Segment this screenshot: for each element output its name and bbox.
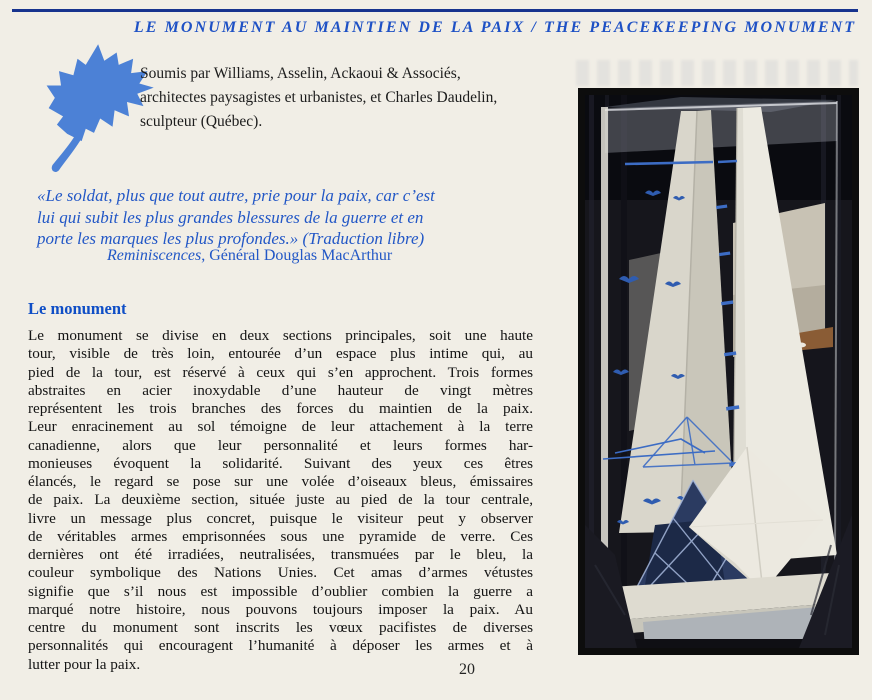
- text-line: lutter pour la paix.: [28, 655, 141, 673]
- page-showthrough-smudge: [576, 60, 858, 86]
- text-line: monieuses évoquent la solidarité. Suivant des yeux ces êtres: [28, 454, 533, 472]
- text-line: personnalités qui encouragent l’humanité à déposer les armes et à: [28, 637, 533, 655]
- text-line: tour, visible de très loin, entourée d’un espace plus intime qui, au: [28, 345, 533, 363]
- monument-photo: [578, 88, 859, 655]
- text-line: Le monument se divise en deux sections principales, soit une haute: [28, 327, 533, 344]
- text-line: abstraites en acier inoxydable d’une hauteur de vingt mètres: [28, 381, 533, 399]
- text-line: dernières ont été irradiées, neutralisées, transmuées par le bleu, la: [28, 546, 533, 563]
- text-line: architectes paysagistes et urbanistes, et Charles Daudelin,: [140, 89, 498, 106]
- header-rule: [12, 9, 858, 12]
- text-line: centre du monument sont inscrits les vœux pacifistes de diverses: [28, 619, 533, 636]
- text-line: «Le soldat, plus que tout autre, prie pour la paix, car c’est: [37, 186, 435, 205]
- text-line: signifie que s’il nous est impossible d’oublier combien la guerre a: [28, 582, 533, 600]
- monument-photo-image: [585, 95, 852, 648]
- text-line: sculpteur (Québec).: [140, 113, 263, 130]
- quote-source-author: , Général Douglas MacArthur: [201, 247, 393, 264]
- text-line: couleur symbolique des Nations Unies. Cet amas d’armes vétustes: [28, 564, 533, 582]
- quote-attribution: [107, 247, 527, 265]
- text-line: porte les marques les plus profondes.» (Traduction libre): [37, 229, 425, 248]
- text-line: de paix. La deuxième section, située juste au pied de la tour centrale,: [28, 491, 533, 509]
- text-line: lui qui subit les plus grandes blessures de la guerre et en: [37, 207, 424, 227]
- quote-source-title: Reminiscences: [107, 247, 202, 264]
- text-line: canadienne, alors que leur personnalité et leurs formes har-: [28, 436, 533, 454]
- page-number: 20: [459, 661, 475, 678]
- text-line: de véritables armes emprisonnées sous une pyramide de verre. Ces: [28, 527, 533, 545]
- quote-block: [37, 185, 477, 250]
- body-paragraph: [28, 327, 533, 674]
- submission-credit: [140, 62, 580, 134]
- section-heading: Le monument: [28, 299, 127, 318]
- text-line: livre un message plus concret, puisque le visiteur peut y observer: [28, 509, 533, 527]
- page-title: LE MONUMENT AU MAINTIEN DE LA PAIX / THE PEACEKEEPING MONUMENT: [133, 19, 857, 36]
- text-line: élancés, le regard se pose sur une volée d’oiseaux bleus, émissaires: [28, 473, 533, 490]
- text-line: représentent les trois branches des forces du maintien de la paix.: [28, 400, 533, 417]
- text-line: pied de la tour, est réservé à ceux qui s’en approchent. Trois formes: [28, 363, 533, 381]
- text-line: marqué notre histoire, nous pouvons toujours imposer la paix. Au: [28, 600, 533, 618]
- text-line: Soumis par Williams, Asselin, Ackaoui & Associés,: [140, 65, 461, 82]
- text-line: Leur enracinement au sol témoigne de leur attachement à la terre: [28, 418, 533, 436]
